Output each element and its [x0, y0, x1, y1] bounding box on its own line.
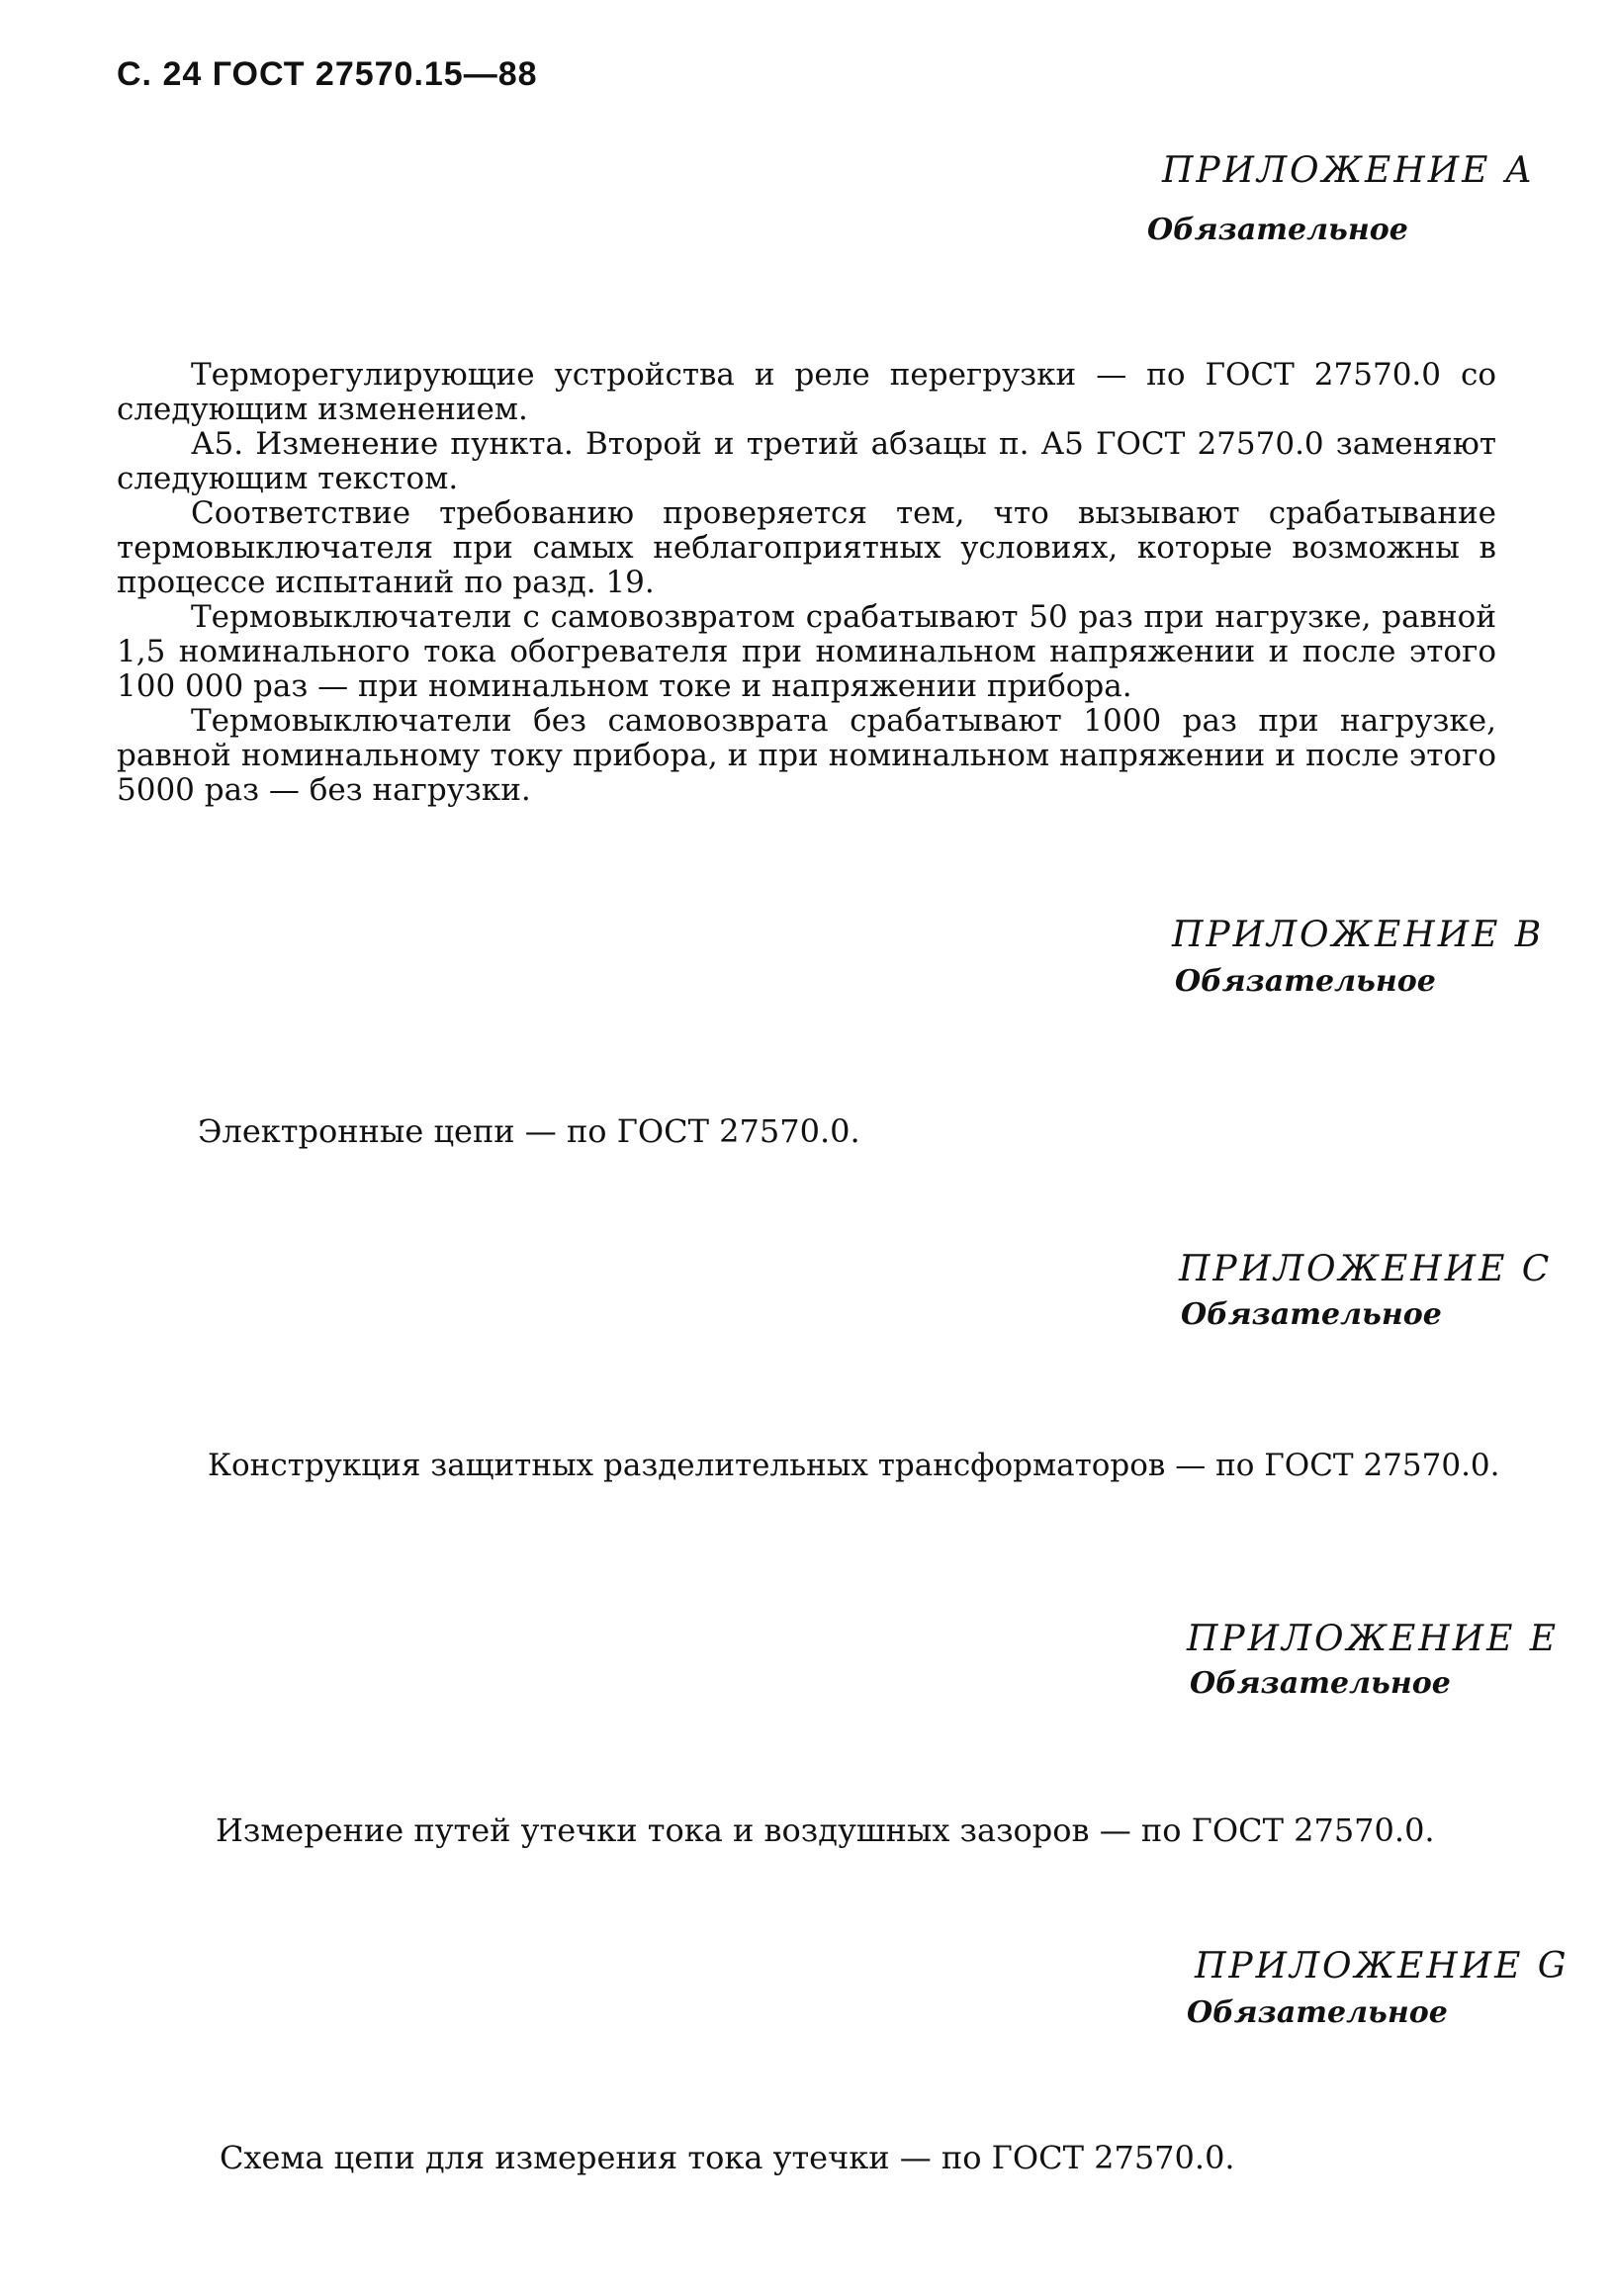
appendix-a-paragraph: Соответствие требованию проверяется тем, что вызывают срабатывание термовыключателя при самых неблагоприятных условиях, которые возможны в процессе испытаний по разд. 19. — [117, 495, 1496, 600]
appendix-g-title: ПРИЛОЖЕНИЕ G — [1195, 1946, 1569, 1987]
page-header: С. 24 ГОСТ 27570.15—88 — [117, 55, 538, 93]
appendix-b-title: ПРИЛОЖЕНИЕ В — [1172, 915, 1545, 955]
appendix-a-paragraph: Термовыключатели без самовозврата срабатывают 1000 раз при нагрузке, равной номинальному току прибора, и при номинальном напряжении и после этого 5000 раз — без нагрузки. — [117, 703, 1496, 808]
appendix-a-subtitle: Обязательное — [1147, 213, 1408, 247]
appendix-e-subtitle: Обязательное — [1190, 1666, 1451, 1701]
appendix-c-title: ПРИЛОЖЕНИЕ С — [1179, 1249, 1553, 1289]
appendix-b-text: Электронные цепи — по ГОСТ 27570.0. — [198, 1112, 860, 1150]
appendix-e-title: ПРИЛОЖЕНИЕ Е — [1187, 1619, 1560, 1659]
appendix-b-subtitle: Обязательное — [1175, 964, 1436, 999]
appendix-g-subtitle: Обязательное — [1187, 1995, 1448, 2030]
appendix-e-text: Измерение путей утечки тока и воздушных зазоров — по ГОСТ 27570.0. — [216, 1811, 1435, 1849]
appendix-a-paragraph: Термовыключатели с самовозвратом срабатывают 50 раз при нагрузке, равной 1,5 номинального тока обогревателя при номинальном напряжении и после этого 100 000 раз — при номинальном токе и напряжении прибора. — [117, 599, 1496, 704]
appendix-a-paragraph: Терморегулирующие устройства и реле перегрузки — по ГОСТ 27570.0 со следующим изменением. — [117, 357, 1496, 427]
appendix-a-paragraph: А5. Изменение пункта. Второй и третий абзацы п. А5 ГОСТ 27570.0 заменяют следующим текстом. — [117, 426, 1496, 496]
appendix-a-title: ПРИЛОЖЕНИЕ А — [1162, 150, 1536, 191]
appendix-c-text: Конструкция защитных разделительных трансформаторов — по ГОСТ 27570.0. — [208, 1448, 1500, 1483]
appendix-g-text: Схема цепи для измерения тока утечки — по ГОСТ 27570.0. — [220, 2139, 1235, 2176]
appendix-c-subtitle: Обязательное — [1181, 1297, 1442, 1332]
